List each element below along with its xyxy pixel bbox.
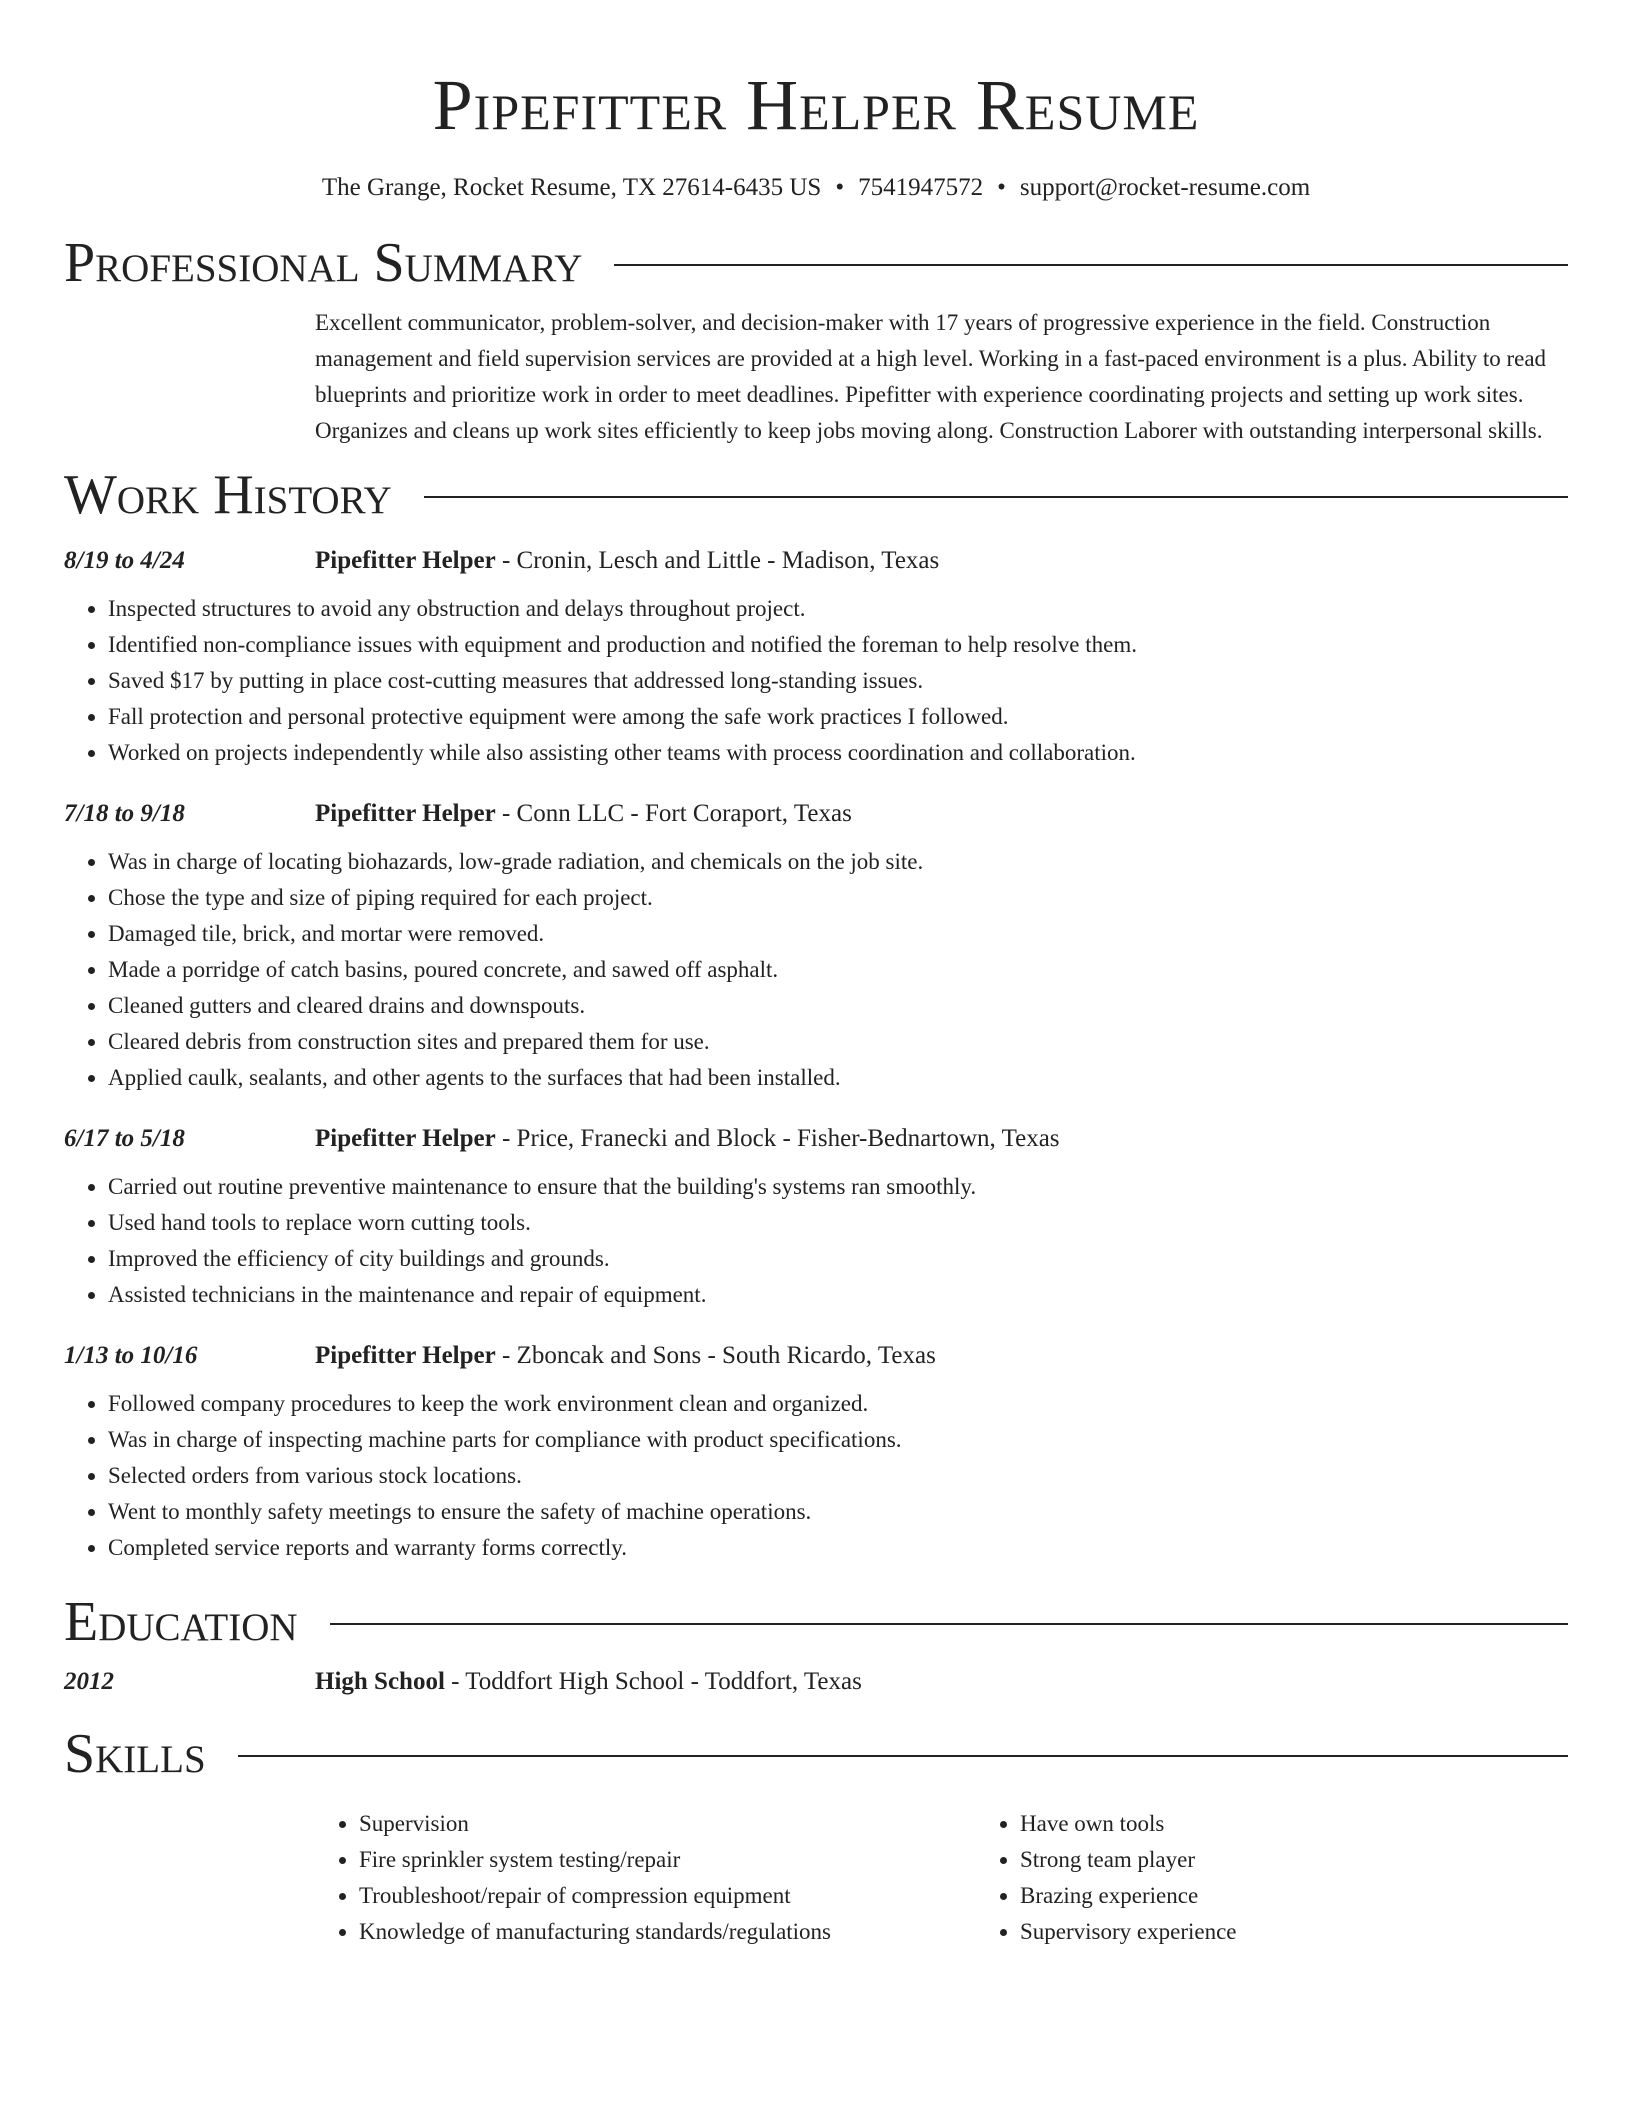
contact-separator: • <box>997 174 1006 201</box>
job-title: Pipefitter Helper <box>315 1342 496 1369</box>
job-entry <box>64 545 1568 771</box>
skills-list-left <box>315 1806 976 1950</box>
job-entry <box>64 1340 1568 1566</box>
job-bullet: • Completed service reports and warranty forms correctly. <box>108 1530 1568 1566</box>
job-bullet: • Chose the type and size of piping required for each project. <box>108 880 1568 916</box>
job-bullet: • Carried out routine preventive maintenance to ensure that the building's systems ran smoothly. <box>108 1169 1568 1205</box>
resume-title: Pipefitter Helper Resume <box>432 65 1200 145</box>
job-bullet: • Was in charge of locating biohazards, low-grade radiation, and chemicals on the job site. <box>108 844 1568 880</box>
education-line <box>315 1666 862 1698</box>
section-divider <box>424 496 1568 498</box>
summary-heading: Professional Summary <box>64 232 583 294</box>
job-entry <box>64 1123 1568 1313</box>
skill-item: • Strong team player <box>1020 1842 1632 1878</box>
job-bullet: • Went to monthly safety meetings to ensure the safety of machine operations. <box>108 1494 1568 1530</box>
job-bullet: • Identified non-compliance issues with equipment and production and notified the foreman to help resolve them. <box>108 627 1568 663</box>
contact-line <box>64 172 1568 204</box>
section-divider <box>330 1623 1568 1625</box>
job-header <box>64 798 1568 830</box>
job-bullet: • Cleaned gutters and cleared drains and downspouts. <box>108 988 1568 1024</box>
section-divider <box>238 1755 1568 1757</box>
education-heading: Education <box>64 1591 298 1653</box>
job-bullet: • Assisted technicians in the maintenance and repair of equipment. <box>108 1277 1568 1313</box>
skill-item: • Have own tools <box>1020 1806 1632 1842</box>
summary-text: Excellent communicator, problem-solver, and decision-maker with 17 years of progressive experience in the field. Construction management and field supervision services are provided at a high level. Working in a fast-paced environment is a plus. Ability to read blueprints and prioritize work in order to meet deadlines. Pipefitter with experience coordinating projects and setting up work sites. Organizes and cleans up work sites efficiently to keep jobs moving along. Construction Laborer with outstanding interpersonal skills. <box>315 310 1547 443</box>
skill-item: • Knowledge of manufacturing standards/regulations <box>359 1914 976 1950</box>
job-dates: 6/17 to 5/18 <box>64 1125 185 1152</box>
education-degree: High School <box>315 1668 445 1695</box>
job-bullet: • Improved the efficiency of city buildings and grounds. <box>108 1241 1568 1277</box>
job-bullet: • Selected orders from various stock locations. <box>108 1458 1568 1494</box>
job-bullet: • Damaged tile, brick, and mortar were removed. <box>108 916 1568 952</box>
job-title-line <box>315 1340 936 1372</box>
job-title: Pipefitter Helper <box>315 1125 496 1152</box>
skills-list-right <box>976 1806 1632 1950</box>
job-header <box>64 545 1568 577</box>
job-dates: 7/18 to 9/18 <box>64 800 185 827</box>
job-bullet: • Applied caulk, sealants, and other agents to the surfaces that had been installed. <box>108 1060 1568 1096</box>
job-bullet-list <box>64 591 1568 771</box>
job-bullet-list <box>64 1169 1568 1313</box>
summary-section-header <box>64 233 1568 293</box>
contact-phone: 7541947572 <box>858 174 984 201</box>
job-bullet-list <box>64 844 1568 1096</box>
education-school: - Toddfort High School - Toddfort, Texas <box>444 1668 862 1695</box>
job-title-line <box>315 1123 1060 1155</box>
skills-grid <box>315 1806 1568 1950</box>
skill-item: • Brazing experience <box>1020 1878 1632 1914</box>
work-history-section-header <box>64 465 1568 525</box>
job-employer: - Price, Franecki and Block - Fisher-Bednartown, Texas <box>495 1125 1060 1152</box>
job-bullet: • Worked on projects independently while also assisting other teams with process coordination and collaboration. <box>108 735 1568 771</box>
resume-page <box>64 0 1568 1950</box>
job-dates: 1/13 to 10/16 <box>64 1342 198 1369</box>
job-title: Pipefitter Helper <box>315 547 496 574</box>
skill-item: • Supervision <box>359 1806 976 1842</box>
job-bullet: • Followed company procedures to keep the work environment clean and organized. <box>108 1386 1568 1422</box>
job-bullet: • Was in charge of inspecting machine parts for compliance with product specifications. <box>108 1422 1568 1458</box>
skills-section-header <box>64 1724 1568 1784</box>
job-title: Pipefitter Helper <box>315 800 496 827</box>
contact-separator: • <box>835 174 845 201</box>
job-bullet-list <box>64 1386 1568 1566</box>
job-title-line <box>315 545 939 577</box>
job-employer: - Cronin, Lesch and Little - Madison, Texas <box>495 547 940 574</box>
education-year: 2012 <box>64 1668 114 1695</box>
skill-item: • Supervisory experience <box>1020 1914 1632 1950</box>
job-employer: - Zboncak and Sons - South Ricardo, Texas <box>495 1342 936 1369</box>
work-history-heading: Work History <box>64 464 392 526</box>
education-entry <box>64 1666 1568 1698</box>
job-header <box>64 1123 1568 1155</box>
job-dates: 8/19 to 4/24 <box>64 547 185 574</box>
contact-address: The Grange, Rocket Resume, TX 27614-6435 US <box>321 174 822 201</box>
contact-email: support@rocket-resume.com <box>1019 174 1311 201</box>
education-section-header <box>64 1592 1568 1652</box>
job-employer: - Conn LLC - Fort Coraport, Texas <box>495 800 852 827</box>
job-bullet: • Inspected structures to avoid any obstruction and delays throughout project. <box>108 591 1568 627</box>
job-title-line <box>315 798 852 830</box>
job-bullet: • Made a porridge of catch basins, poured concrete, and sawed off asphalt. <box>108 952 1568 988</box>
job-bullet: • Used hand tools to replace worn cutting tools. <box>108 1205 1568 1241</box>
job-bullet: • Cleared debris from construction sites and prepared them for use. <box>108 1024 1568 1060</box>
job-entry <box>64 798 1568 1096</box>
job-bullet: • Fall protection and personal protective equipment were among the safe work practices I followed. <box>108 699 1568 735</box>
section-divider <box>614 264 1568 266</box>
skills-heading: Skills <box>64 1723 206 1785</box>
job-header <box>64 1340 1568 1372</box>
skill-item: • Fire sprinkler system testing/repair <box>359 1842 976 1878</box>
skill-item: • Troubleshoot/repair of compression equipment <box>359 1878 976 1914</box>
job-bullet: • Saved $17 by putting in place cost-cutting measures that addressed long-standing issues. <box>108 663 1568 699</box>
